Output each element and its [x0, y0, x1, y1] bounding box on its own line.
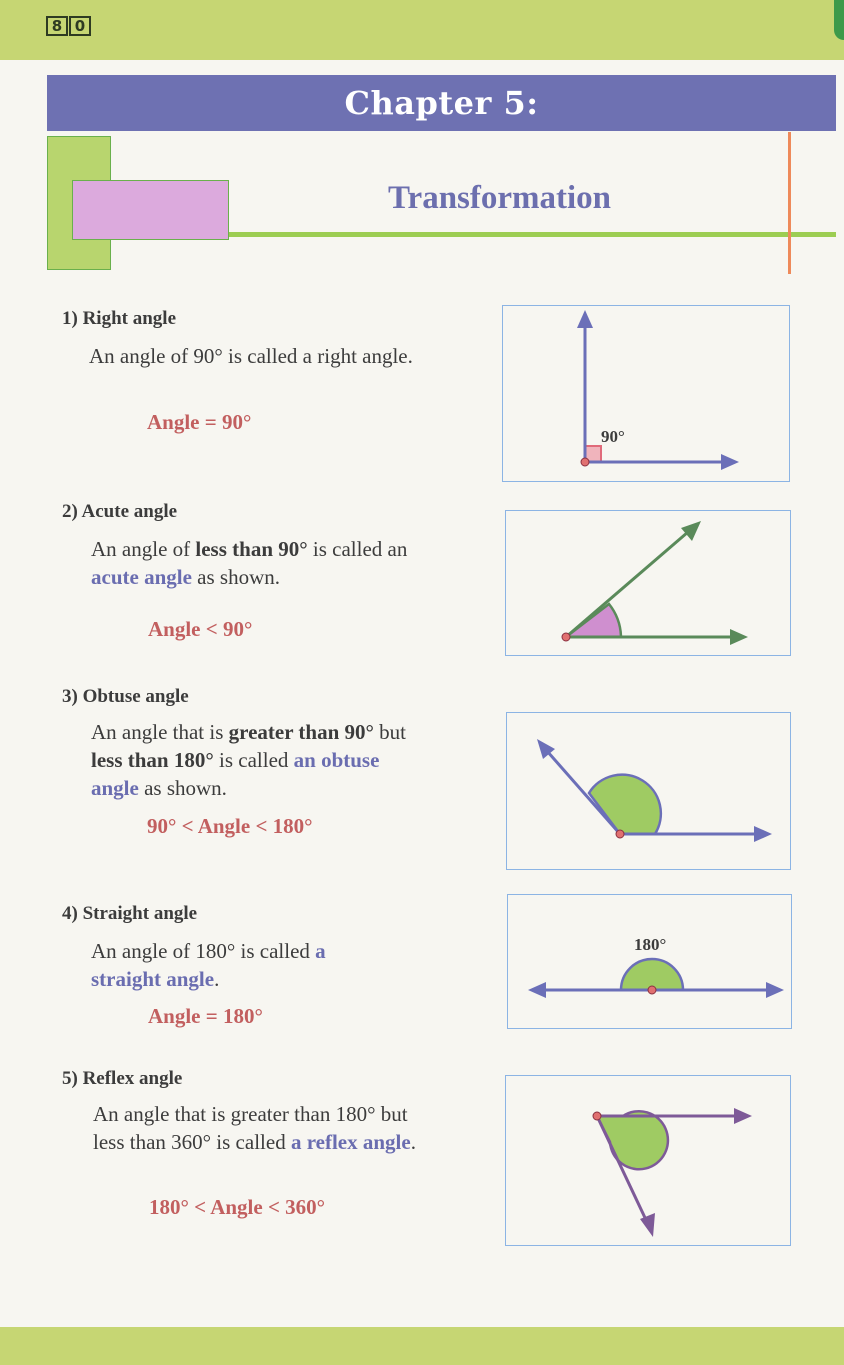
page-number [46, 16, 91, 36]
formula: 90° < Angle < 180° [147, 814, 313, 838]
page-number-digit: 0 [69, 16, 91, 36]
straight-angle-figure [507, 894, 792, 1029]
decorative-orange-rule [788, 132, 791, 274]
page-edge-decoration [834, 0, 844, 40]
body-text: as shown. [191, 565, 280, 589]
page-number-digit: 8 [46, 16, 68, 36]
body-text: as shown. [138, 776, 227, 800]
decorative-pink-block [72, 180, 229, 240]
body-text: An angle of 90° is called a right angle. [89, 344, 413, 368]
section-title: 3) Obtuse angle [62, 686, 189, 707]
section-right-angle [62, 308, 176, 330]
body-text: An angle of 180° is called [91, 939, 316, 963]
body-text: An angle that is [91, 720, 229, 744]
bottom-band [0, 1327, 844, 1365]
acute-angle-figure [505, 510, 791, 656]
formula: Angle = 180° [148, 1004, 263, 1028]
section-acute-angle [62, 501, 177, 523]
body-text: An angle that is greater than 180° but less than 360° is called [93, 1102, 408, 1154]
section-straight-angle [62, 903, 197, 925]
section-body [89, 342, 419, 370]
chapter-subtitle: Transformation [388, 180, 612, 216]
section-body [91, 718, 431, 802]
reflex-angle-diagram [506, 1076, 792, 1247]
right-angle-figure [502, 305, 790, 482]
section-reflex-angle [62, 1068, 182, 1090]
section-body [93, 1100, 438, 1156]
body-emphasis: greater than 90° [228, 720, 374, 744]
section-title: 5) Reflex angle [62, 1068, 183, 1089]
formula: Angle < 90° [148, 617, 253, 641]
section-title: 1) Right angle [62, 308, 176, 329]
section-title: 4) Straight angle [62, 903, 198, 924]
body-text: is called [213, 748, 294, 772]
section-body [91, 937, 391, 993]
section-body [91, 535, 431, 591]
body-emphasis: less than 90° [195, 537, 308, 561]
formula: Angle = 90° [147, 410, 252, 434]
section-title: 2) Acute angle [62, 501, 178, 522]
reflex-angle-figure [505, 1075, 791, 1246]
right-angle-diagram [503, 306, 791, 483]
obtuse-angle-diagram [507, 713, 792, 871]
body-emphasis: less than 180° [91, 748, 214, 772]
chapter-title: Chapter 5: [344, 84, 539, 122]
acute-angle-diagram [506, 511, 792, 657]
decorative-green-rule [229, 232, 836, 237]
body-text: but [373, 720, 407, 744]
body-text: . [214, 967, 220, 991]
term-highlight: a straight angle [91, 939, 326, 991]
top-band [0, 0, 844, 60]
section-obtuse-angle [62, 686, 189, 708]
formula: 180° < Angle < 360° [149, 1195, 326, 1219]
straight-angle-diagram [508, 895, 793, 1030]
term-highlight: acute angle [91, 565, 192, 589]
term-highlight: a reflex angle [290, 1130, 411, 1154]
svg-text:180°: 180° [634, 935, 667, 954]
body-text: is called an [307, 537, 408, 561]
body-text: An angle of [91, 537, 196, 561]
svg-text:90°: 90° [601, 427, 625, 446]
chapter-header [47, 75, 836, 131]
body-text: . [410, 1130, 416, 1154]
term-highlight: an obtuse angle [91, 748, 380, 800]
obtuse-angle-figure [506, 712, 791, 870]
